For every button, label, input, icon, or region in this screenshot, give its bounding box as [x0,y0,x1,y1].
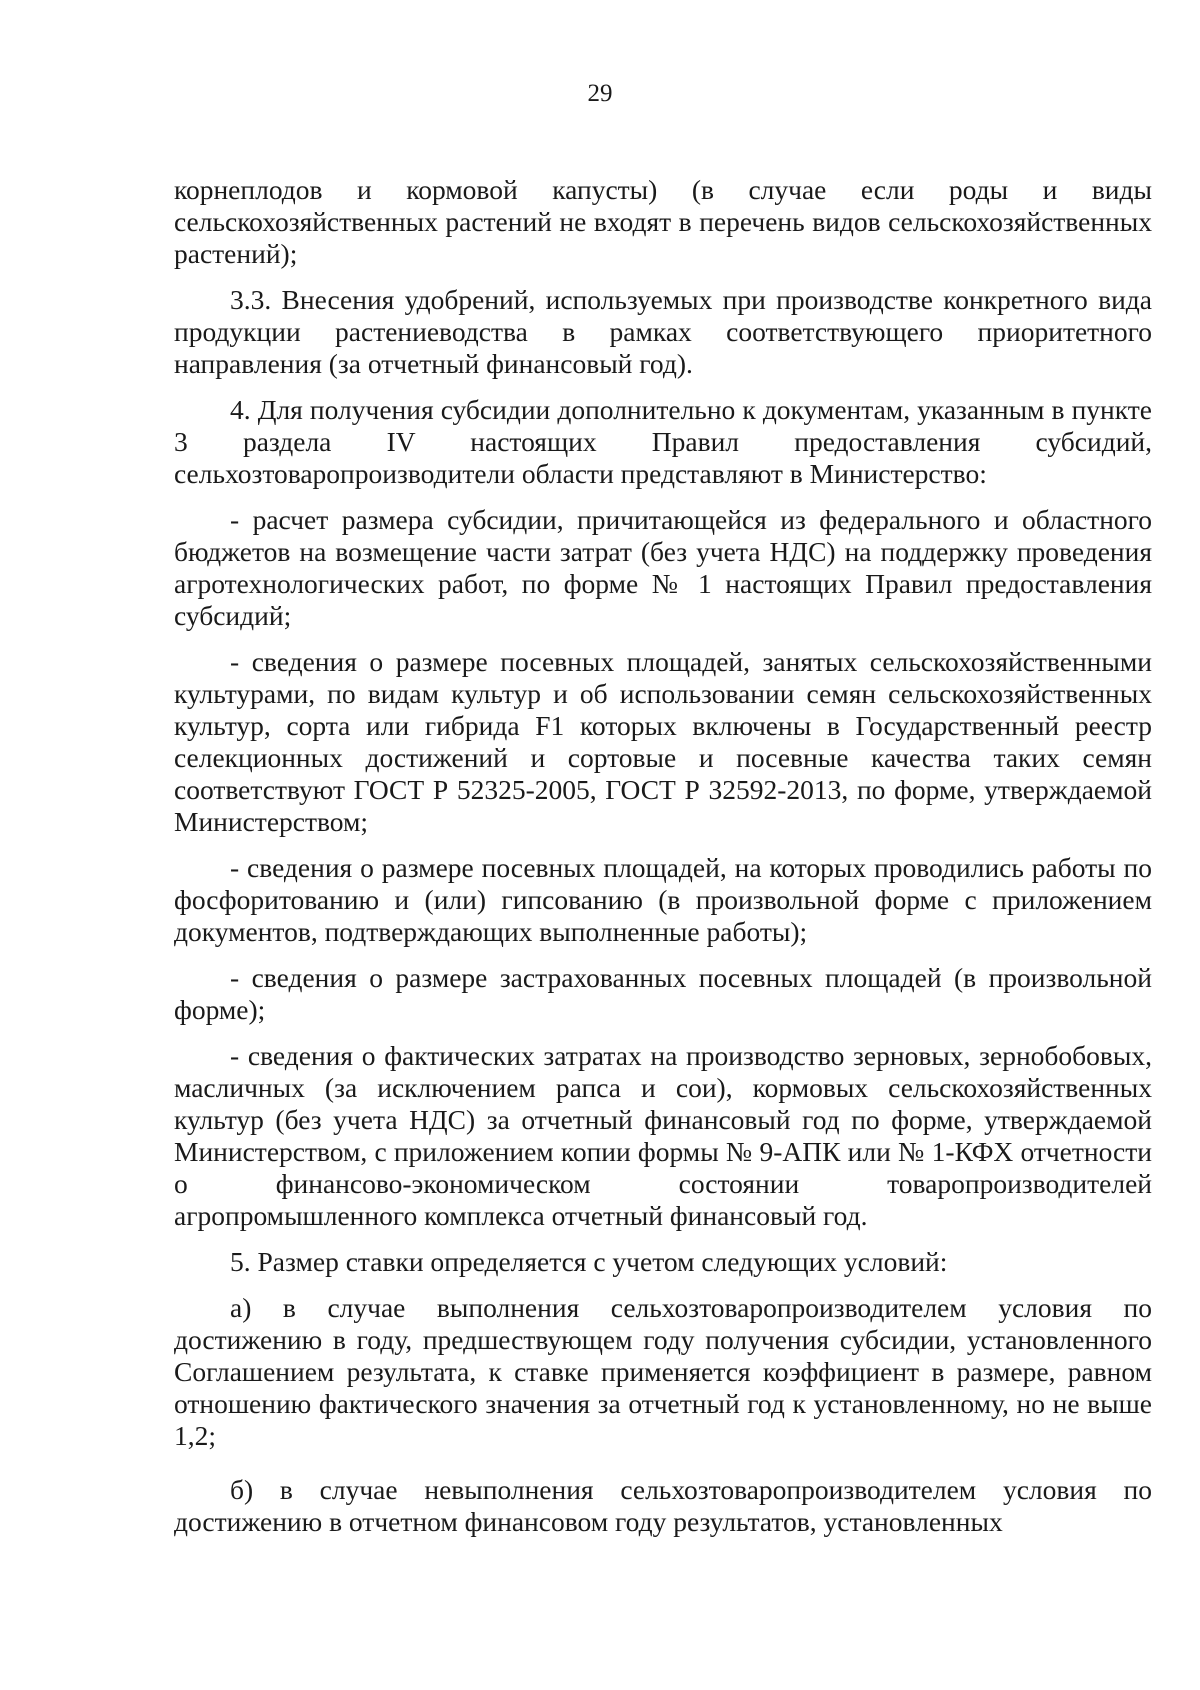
document-body [174,174,1152,1552]
condition-b: б) в случае невыполнения сельхозтоваропроизводителем условия по достижению в отчетном финансовом году результатов, установленных [174,1474,1152,1537]
page-number: 29 [587,80,613,107]
list-item-insured-areas: - сведения о размере застрахованных посевных площадей (в произвольной форме); [174,962,1152,1025]
paragraph-3-3: 3.3. Внесения удобрений, используемых при производстве конкретного вида продукции растениеводства в рамках соответствующего приоритетного направления (за отчетный финансовый год). [174,284,1152,379]
paragraph-4: 4. Для получения субсидии дополнительно к документам, указанным в пункте 3 раздела IV настоящих Правил предоставления субсидий, сельхозтоваропроизводители области представляют в Министерство: [174,394,1152,489]
list-item-actual-costs: - сведения о фактических затратах на производство зерновых, зернобобовых, масличных (за исключением рапса и сои), кормовых сельскохозяйственных культур (без учета НДС) за отчетный финансовый год по форме, утверждаемой Министерством, с приложением копии формы № 9-АПК или № 1-КФХ отчетности о финансово-экономическом состоянии товаропроизводителей агропромышленного комплекса отчетный финансовый год. [174,1040,1152,1231]
paragraph-5: 5. Размер ставки определяется с учетом следующих условий: [230,1246,948,1277]
list-item-sown-areas: - сведения о размере посевных площадей, занятых сельскохозяйственными культурами, по видам культур и об использовании семян сельскохозяйственных культур, сорта или гибрида F1 которых включены в Государственный реестр селекционных достижений и сортовые и посевные качества таких семян соответствуют ГОСТ Р 52325-2005, ГОСТ Р 32592-2013, по форме, утверждаемой Министерством; [174,646,1152,837]
condition-a: а) в случае выполнения сельхозтоваропроизводителем условия по достижению в году, предшествующем году получения субсидии, установленного Соглашением результата, к ставке применяется коэффициент в размере, равном отношению фактического значения за отчетный год к установленному, но не выше 1,2; [174,1292,1152,1451]
paragraph-continuation: корнеплодов и кормовой капусты) (в случае если роды и виды сельскохозяйственных растений не входят в перечень видов сельскохозяйственных растений); [174,174,1152,269]
list-item-phosphoritization: - сведения о размере посевных площадей, на которых проводились работы по фосфоритованию и (или) гипсованию (в произвольной форме с приложением документов, подтверждающих выполненные работы); [174,852,1152,947]
list-item-calculation: - расчет размера субсидии, причитающейся из федерального и областного бюджетов на возмещение части затрат (без учета НДС) на поддержку проведения агротехнологических работ, по форме № 1 настоящих Правил предоставления субсидий; [174,504,1152,631]
